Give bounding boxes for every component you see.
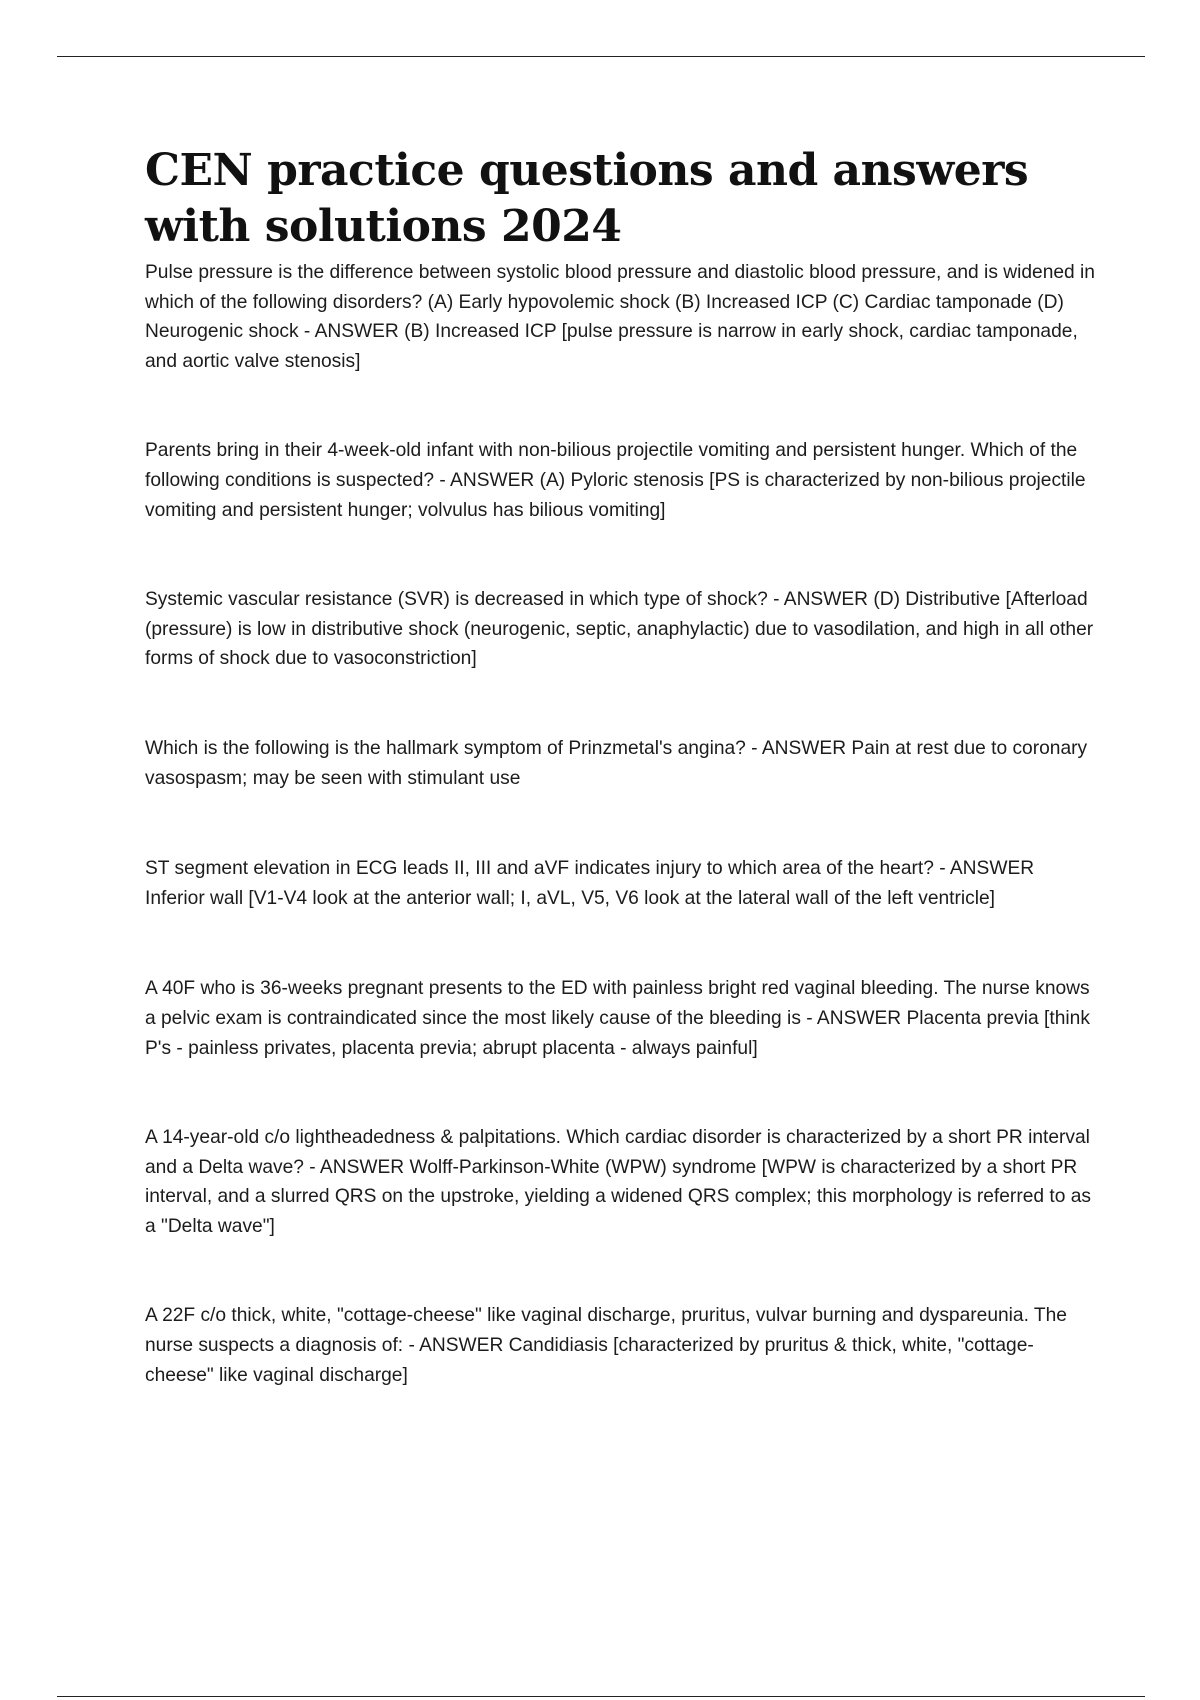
qa-entry-1: Pulse pressure is the difference between systolic blood pressure and diastolic blood pressure, and is widened in which of the following disorders? (A) Early hypovolemic shock (B) Increased ICP (C) Cardiac tamponade (D) Neurogenic shock - ANSWER (B) Increased ICP [pulse pressure is narrow in early shock, cardiac tamponade, and aortic valve stenosis] [145, 262, 1095, 372]
bottom-divider [57, 1696, 1145, 1697]
qa-entry-2: Parents bring in their 4-week-old infant with non-bilious projectile vomiting and persistent hunger. Which of the following conditions is suspected? - ANSWER (A) Pyloric stenosis [PS is characterized by non-bilious projectile vomiting and persistent hunger; volvulus has bilious vomiting] [145, 440, 1086, 521]
qa-entry-4: Which is the following is the hallmark symptom of Prinzmetal's angina? - ANSWER Pain at rest due to coronary vasospasm; may be seen with stimulant use [145, 737, 1088, 789]
top-divider [57, 56, 1145, 57]
document-title: CEN practice questions and answers with solutions 2024 [145, 145, 1029, 252]
qa-entry-5: ST segment elevation in ECG leads II, III and aVF indicates injury to which area of the heart? - ANSWER Inferior wall [V1-V4 look at the anterior wall; I, aVL, V5, V6 look at the lateral wall of the left ventricle] [145, 858, 1035, 909]
document-body [145, 143, 1095, 1390]
qa-entry-7: A 14-year-old c/o lightheadedness & palpitations. Which cardiac disorder is characterized by a short PR interval and a Delta wave? - ANSWER Wolff-Parkinson-White (WPW) syndrome [WPW is characterized by a short PR interval, and a slurred QRS on the upstroke, yielding a widened QRS complex; this morphology is referred to as a "Delta wave"] [145, 1127, 1091, 1237]
qa-entry-3: Systemic vascular resistance (SVR) is decreased in which type of shock? - ANSWER (D) Distributive [Afterload (pressure) is low in distributive shock (neurogenic, septic, anaphylactic) due to vasodilation, and high in all other forms of shock due to vasoconstriction] [145, 589, 1094, 670]
qa-entry-6: A 40F who is 36-weeks pregnant presents to the ED with painless bright red vaginal bleeding. The nurse knows a pelvic exam is contraindicated since the most likely cause of the bleeding is - ANSWER Placenta previa [think P's - painless privates, placenta previa; abrupt placenta - always painful] [145, 978, 1090, 1059]
qa-entry-8: A 22F c/o thick, white, "cottage-cheese" like vaginal discharge, pruritus, vulvar burning and dyspareunia. The nurse suspects a diagnosis of: - ANSWER Candidiasis [characterized by pruritus & thick, white, "cottage-cheese" like vaginal discharge] [145, 1305, 1067, 1386]
